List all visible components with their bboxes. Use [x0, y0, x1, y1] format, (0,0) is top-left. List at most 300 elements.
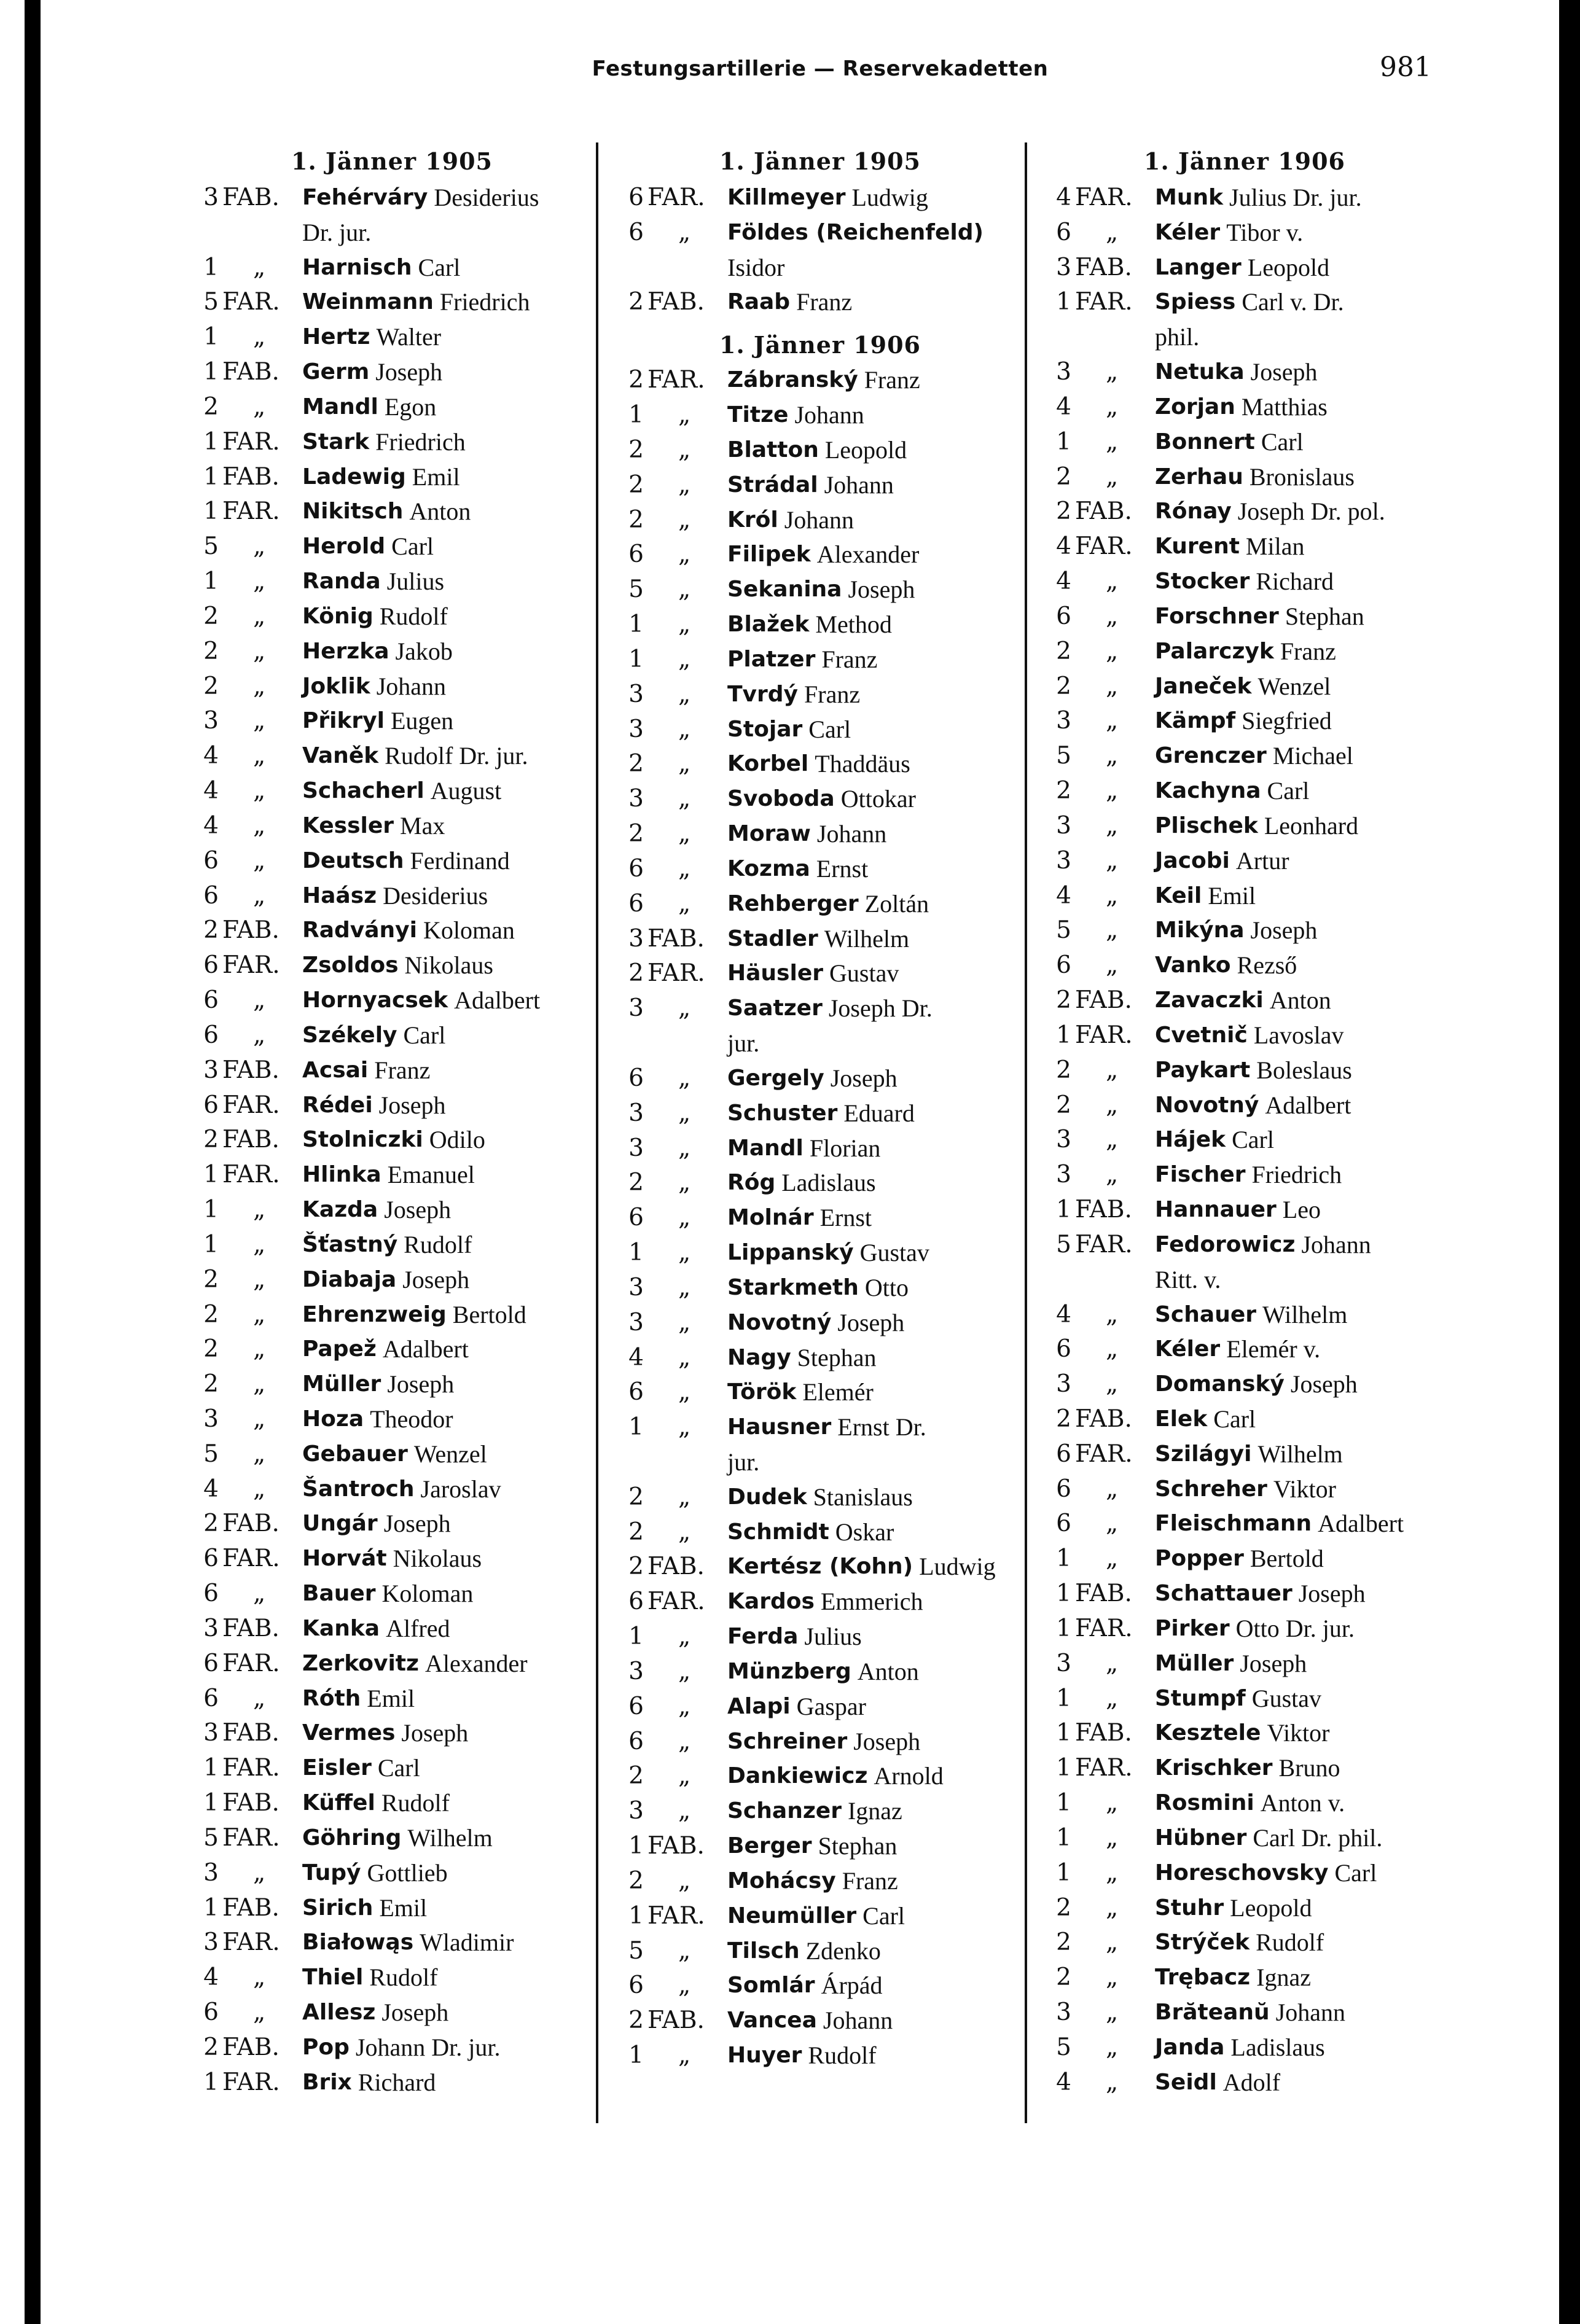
given-name: Friedrich [439, 288, 530, 316]
surname: Dankiewicz [727, 1763, 868, 1789]
list-item [195, 1647, 589, 1682]
battalion-number: 6 [203, 1091, 219, 1119]
surname: Szilágyi [1155, 1441, 1252, 1467]
given-name: Elemér v. [1226, 1335, 1321, 1363]
surname: Ungár [302, 1511, 378, 1537]
unit-code: FAR. [647, 184, 705, 211]
unit-code: FAB. [222, 1510, 280, 1538]
battalion-number: 1 [1056, 1580, 1071, 1608]
given-name: Joseph [830, 1064, 898, 1092]
given-name: Ladislaus [781, 1169, 876, 1197]
unit-code: „ [678, 1169, 691, 1197]
list-item [620, 607, 1020, 642]
surname: Novotný [1155, 1092, 1259, 1118]
battalion-number: 1 [203, 1161, 219, 1189]
surname: Acsai [302, 1057, 369, 1083]
given-name: Gottlieb [367, 1858, 448, 1887]
surname: Grenczer [1155, 743, 1267, 769]
unit-code: FAB. [647, 1832, 705, 1860]
battalion-number: 6 [628, 854, 644, 883]
list-item [195, 390, 589, 425]
given-name: Carl [1267, 777, 1310, 805]
unit-code: „ [253, 1963, 266, 1992]
unit-code: „ [678, 1623, 691, 1651]
unit-code: FAR. [222, 497, 280, 526]
battalion-number: 2 [628, 1169, 644, 1197]
battalion-number: 3 [628, 715, 644, 743]
unit-code: „ [253, 1265, 266, 1293]
unit-code: FAR. [1075, 1440, 1133, 1468]
battalion-number: 6 [628, 1692, 644, 1720]
battalion-number: 1 [203, 1230, 219, 1258]
unit-code: „ [253, 1021, 266, 1049]
battalion-number: 3 [203, 1928, 219, 1957]
battalion-number: 2 [203, 392, 219, 421]
surname: Földes (Reichenfeld) [727, 219, 984, 245]
surname: Haász [302, 883, 377, 908]
list-item [195, 425, 589, 460]
list-item [620, 503, 1020, 538]
surname: Küffel [302, 1790, 375, 1816]
given-name: Bronislaus [1249, 462, 1355, 491]
unit-code: „ [253, 1370, 266, 1398]
given-name: Zoltán [864, 889, 929, 918]
unit-code: „ [1106, 427, 1119, 456]
battalion-number: 3 [628, 994, 644, 1023]
battalion-number: 2 [1056, 637, 1071, 665]
battalion-number: 3 [628, 924, 644, 953]
battalion-number: 2 [628, 288, 644, 316]
list-item [620, 887, 1020, 922]
list-column-3 [1048, 142, 1441, 2100]
battalion-number: 1 [1056, 427, 1071, 456]
list-item [195, 1228, 589, 1263]
battalion-number: 2 [628, 366, 644, 394]
given-name: Elemér [802, 1378, 874, 1406]
list-item [1048, 390, 1441, 425]
surname: Vancea [727, 2008, 817, 2033]
battalion-number: 3 [203, 1614, 219, 1642]
given-name: Carl [377, 1754, 420, 1782]
battalion-number: 4 [1056, 184, 1071, 211]
surname: Trębacz [1155, 1965, 1251, 1991]
surname: Bonnert [1155, 429, 1255, 454]
battalion-number: 6 [1056, 1335, 1071, 1363]
battalion-number: 2 [1056, 1056, 1071, 1084]
list-item [1048, 809, 1441, 844]
unit-code: „ [1106, 1823, 1119, 1852]
list-item [620, 956, 1020, 991]
battalion-number: 3 [203, 184, 219, 211]
battalion-number: 1 [203, 1789, 219, 1817]
surname: Kardos [727, 1589, 815, 1615]
list-item [1048, 844, 1441, 879]
battalion-number: 4 [203, 1963, 219, 1992]
list-item [1048, 355, 1441, 390]
battalion-number: 5 [1056, 916, 1071, 945]
given-name: Joseph [1250, 916, 1318, 945]
given-name: Carl v. Dr. [1242, 288, 1344, 316]
list-item [1048, 1123, 1441, 1158]
given-name: Julius [386, 567, 445, 596]
list-item [620, 782, 1020, 817]
surname: Dudek [727, 1484, 807, 1510]
unit-code: „ [253, 1300, 266, 1328]
given-name: Joseph [383, 1510, 451, 1538]
list-item [1048, 1786, 1441, 1821]
given-name: Joseph [384, 1196, 452, 1224]
list-item [1048, 634, 1441, 669]
list-item [1048, 1821, 1441, 1856]
given-name: Wenzel [1257, 672, 1331, 700]
surname: Janda [1155, 2034, 1225, 2060]
unit-code: „ [1106, 1858, 1119, 1887]
battalion-number: 6 [628, 540, 644, 569]
surname: Kéler [1155, 1336, 1221, 1362]
surname: Rónay [1155, 499, 1232, 524]
unit-code: „ [253, 1196, 266, 1224]
unit-code: FAR. [1075, 1754, 1133, 1782]
unit-code: FAR. [1075, 532, 1133, 561]
column-heading: 1. Jänner 1906 [1144, 147, 1345, 175]
given-name: Rudolf Dr. jur. [385, 742, 528, 770]
given-name: Johann [816, 820, 887, 848]
surname: Platzer [727, 646, 816, 672]
unit-code: „ [678, 854, 691, 883]
list-item [195, 1507, 589, 1542]
surname: Elek [1155, 1406, 1208, 1432]
unit-code: „ [1106, 846, 1119, 875]
given-name: Nikolaus [404, 951, 493, 980]
given-name: Carl [391, 532, 434, 561]
list-item [1048, 669, 1441, 704]
surname: Kurent [1155, 534, 1240, 560]
battalion-number: 1 [1056, 1684, 1071, 1712]
given-name: Emil [379, 1893, 428, 1922]
surname: Plischek [1155, 813, 1258, 838]
list-item [195, 355, 589, 390]
list-item [195, 1856, 589, 1891]
given-name: Arnold [874, 1762, 944, 1790]
given-name: Egon [384, 392, 437, 421]
battalion-number: 2 [203, 916, 219, 945]
surname: Róth [302, 1685, 361, 1711]
surname: Forschner [1155, 603, 1279, 629]
list-item [620, 1306, 1020, 1341]
surname: Kazda [302, 1197, 378, 1223]
unit-code: FAB. [222, 1719, 280, 1747]
unit-code: FAB. [647, 288, 705, 316]
given-name: Odilo [429, 1126, 485, 1154]
battalion-number: 2 [628, 1866, 644, 1895]
surname: Hlinka [302, 1162, 381, 1188]
given-name: Ferdinand [410, 846, 510, 875]
battalion-number: 5 [1056, 742, 1071, 770]
battalion-number: 2 [1056, 1091, 1071, 1119]
surname: Saatzer [727, 996, 823, 1021]
list-item [1048, 1751, 1441, 1786]
running-title: Festungsartillerie — Reservekadetten [592, 57, 1049, 81]
unit-code: FAB. [222, 916, 280, 945]
surname: Gebauer [302, 1441, 408, 1467]
unit-code: „ [678, 680, 691, 708]
battalion-number: 3 [1056, 1161, 1071, 1189]
unit-code: FAR. [1075, 288, 1133, 316]
given-name: Carl [862, 1901, 905, 1930]
given-name: Johann Dr. jur. [355, 2033, 501, 2061]
battalion-number: 6 [628, 184, 644, 211]
list-item [1048, 739, 1441, 774]
surname: Eisler [302, 1755, 372, 1781]
given-name: August [430, 777, 502, 805]
list-item [1048, 1960, 1441, 1995]
given-name: Leo [1282, 1196, 1321, 1224]
unit-code: „ [253, 1230, 266, 1258]
battalion-number: 1 [203, 567, 219, 596]
unit-code: FAB. [647, 924, 705, 953]
list-item [195, 1577, 589, 1612]
surname: Vermes [302, 1720, 396, 1746]
surname: Stocker [1155, 569, 1250, 595]
battalion-number: 6 [628, 218, 644, 246]
unit-code: FAR. [222, 288, 280, 316]
surname: Stuhr [1155, 1895, 1224, 1920]
list-item [195, 704, 589, 739]
battalion-number: 2 [628, 1483, 644, 1511]
battalion-number: 2 [1056, 1893, 1071, 1922]
list-item [620, 468, 1020, 503]
surname: Białowąs [302, 1930, 414, 1956]
surname: Radványi [302, 918, 417, 943]
unit-code: FAR. [222, 1091, 280, 1119]
battalion-number: 6 [203, 1545, 219, 1573]
surname: Mikýna [1155, 918, 1245, 943]
given-name: Carl [808, 715, 851, 743]
battalion-number: 2 [1056, 777, 1071, 805]
surname: Kertész (Kohn) [727, 1554, 913, 1580]
given-name: Joseph [378, 1091, 446, 1119]
battalion-number: 4 [203, 1475, 219, 1503]
list-item [620, 1759, 1020, 1794]
list-item [195, 913, 589, 948]
given-name: Ladislaus [1230, 2033, 1325, 2061]
subheading: 1. Jänner 1906 [719, 331, 921, 359]
battalion-number: 6 [1056, 951, 1071, 980]
surname: Keil [1155, 883, 1202, 908]
surname: Krischker [1155, 1755, 1273, 1781]
unit-code: FAB. [222, 358, 280, 386]
list-item [1048, 494, 1441, 529]
list-item [1048, 1612, 1441, 1647]
battalion-number: 3 [203, 1719, 219, 1747]
surname: Langer [1155, 254, 1242, 280]
given-name: Otto Dr. jur. [1235, 1614, 1355, 1642]
given-name: Tibor v. [1226, 218, 1304, 246]
battalion-number: 6 [628, 1588, 644, 1616]
unit-code: „ [678, 715, 691, 743]
given-name: Gustav [829, 959, 899, 988]
surname: Mandl [727, 1135, 804, 1161]
given-name: Joseph [375, 358, 443, 386]
given-name: Rudolf [369, 1963, 438, 1992]
given-name: Alfred [386, 1614, 450, 1642]
given-name: Franz [804, 680, 861, 708]
battalion-number: 2 [203, 1510, 219, 1538]
battalion-number: 2 [628, 505, 644, 534]
unit-code: FAB. [222, 1789, 280, 1817]
battalion-number: 1 [1056, 288, 1071, 316]
given-name: Wilhelm [824, 924, 910, 953]
unit-code: FAB. [222, 1893, 280, 1922]
given-name: Carl [1232, 1126, 1274, 1154]
given-name: Franz [374, 1056, 431, 1084]
given-name: Franz [821, 645, 878, 673]
surname: Tupý [302, 1860, 361, 1885]
list-item [1048, 1193, 1441, 1228]
scan-border-right [1559, 0, 1580, 2324]
unit-code: „ [678, 1483, 691, 1511]
surname: Huyer [727, 2043, 802, 2069]
list-item [620, 1585, 1020, 1620]
list-item [195, 1995, 589, 2030]
given-name: Anton v. [1260, 1789, 1345, 1817]
given-name: Joseph [387, 1370, 455, 1398]
list-item [195, 529, 589, 564]
given-name: Lavoslav [1253, 1021, 1344, 1049]
surname: Hornyacsek [302, 988, 448, 1013]
surname: Zerhau [1155, 464, 1243, 489]
indent-spacer [620, 1445, 727, 1480]
unit-code: „ [1106, 602, 1119, 630]
given-name: Joseph [1298, 1580, 1366, 1608]
unit-code: FAR. [647, 366, 705, 394]
unit-code: FAR. [222, 1754, 280, 1782]
surname: Deutsch [302, 848, 404, 873]
list-item [620, 1794, 1020, 1829]
list-item [1048, 704, 1441, 739]
unit-code: „ [678, 1657, 691, 1685]
unit-code: „ [678, 1866, 691, 1895]
list-item [195, 320, 589, 355]
surname: Herold [302, 534, 386, 560]
surname: Molnár [727, 1205, 814, 1231]
surname: Rédei [302, 1092, 373, 1118]
list-item [195, 460, 589, 495]
given-name: Leopold [1247, 253, 1330, 281]
list-item [195, 1437, 589, 1472]
surname: Alapi [727, 1693, 791, 1719]
list-item [620, 852, 1020, 887]
battalion-number: 2 [1056, 672, 1071, 700]
list-item [195, 2065, 589, 2100]
list-item [620, 1620, 1020, 1655]
given-name: Desiderius [434, 184, 539, 211]
given-name: Alexander [424, 1649, 528, 1677]
given-name: Zdenko [805, 1936, 881, 1965]
list-item [195, 669, 589, 704]
surname: Stadler [727, 926, 818, 951]
list-item [620, 181, 1020, 216]
given-name: Nikolaus [393, 1545, 482, 1573]
list-item [195, 1088, 589, 1123]
unit-code: „ [253, 1335, 266, 1363]
list-item [195, 844, 589, 879]
unit-code: „ [678, 575, 691, 604]
given-name: Stanislaus [813, 1483, 913, 1511]
surname: Gergely [727, 1065, 824, 1091]
battalion-number: 2 [1056, 497, 1071, 526]
surname: Palarczyk [1155, 638, 1274, 664]
list-item [620, 285, 1020, 320]
unit-code: „ [678, 994, 691, 1023]
surname: Göhring [302, 1825, 402, 1850]
unit-code: „ [253, 323, 266, 351]
unit-code: „ [1106, 1126, 1119, 1154]
list-item [620, 398, 1020, 433]
list-item [1048, 774, 1441, 809]
unit-code: „ [678, 505, 691, 534]
given-name: Max [400, 811, 445, 840]
list-item [620, 642, 1020, 677]
battalion-number: 2 [628, 820, 644, 848]
list-item [1048, 1402, 1441, 1437]
list-item [195, 634, 589, 669]
surname: Berger [727, 1833, 812, 1859]
given-name: Gustav [859, 1239, 929, 1267]
unit-code: „ [253, 567, 266, 596]
battalion-number: 6 [628, 1064, 644, 1092]
surname: Müller [302, 1371, 381, 1397]
given-name: Joseph Dr. [828, 994, 933, 1023]
unit-code: „ [1106, 1300, 1119, 1328]
unit-code: FAB. [647, 1553, 705, 1581]
list-item [620, 537, 1020, 572]
surname: Ferda [727, 1624, 799, 1650]
surname: Jacobi [1155, 848, 1230, 873]
page-number: 981 [1380, 52, 1431, 83]
battalion-number: 6 [1056, 1475, 1071, 1503]
unit-code: „ [678, 645, 691, 673]
battalion-number: 3 [203, 707, 219, 735]
list-item [1048, 1995, 1441, 2030]
surname: Brăteanŭ [1155, 2000, 1270, 2026]
surname: Diabaja [302, 1266, 397, 1292]
given-name: Adalbert [1318, 1510, 1404, 1538]
unit-code: „ [253, 1580, 266, 1608]
battalion-number: 1 [1056, 1823, 1071, 1852]
list-item-continuation [620, 251, 1020, 286]
unit-code: FAR. [1075, 1614, 1133, 1642]
surname: Zsoldos [302, 953, 399, 978]
surname: Stolniczki [302, 1127, 423, 1153]
surname: Joklik [302, 673, 370, 699]
unit-code: FAB. [222, 1126, 280, 1154]
given-name: Viktor [1267, 1719, 1330, 1747]
surname: Přikryl [302, 708, 385, 734]
list-item [1048, 948, 1441, 983]
surname: Brix [302, 2069, 352, 2095]
list-item [195, 1542, 589, 1577]
unit-code: FAR. [647, 1901, 705, 1930]
battalion-number: 3 [628, 1134, 644, 1162]
unit-code: „ [678, 610, 691, 639]
surname: Schuster [727, 1100, 838, 1126]
unit-code: „ [678, 1099, 691, 1127]
given-name: Johann [794, 401, 864, 429]
unit-code: FAB. [222, 1614, 280, 1642]
given-name: Carl [403, 1021, 446, 1049]
unit-code: „ [678, 540, 691, 569]
